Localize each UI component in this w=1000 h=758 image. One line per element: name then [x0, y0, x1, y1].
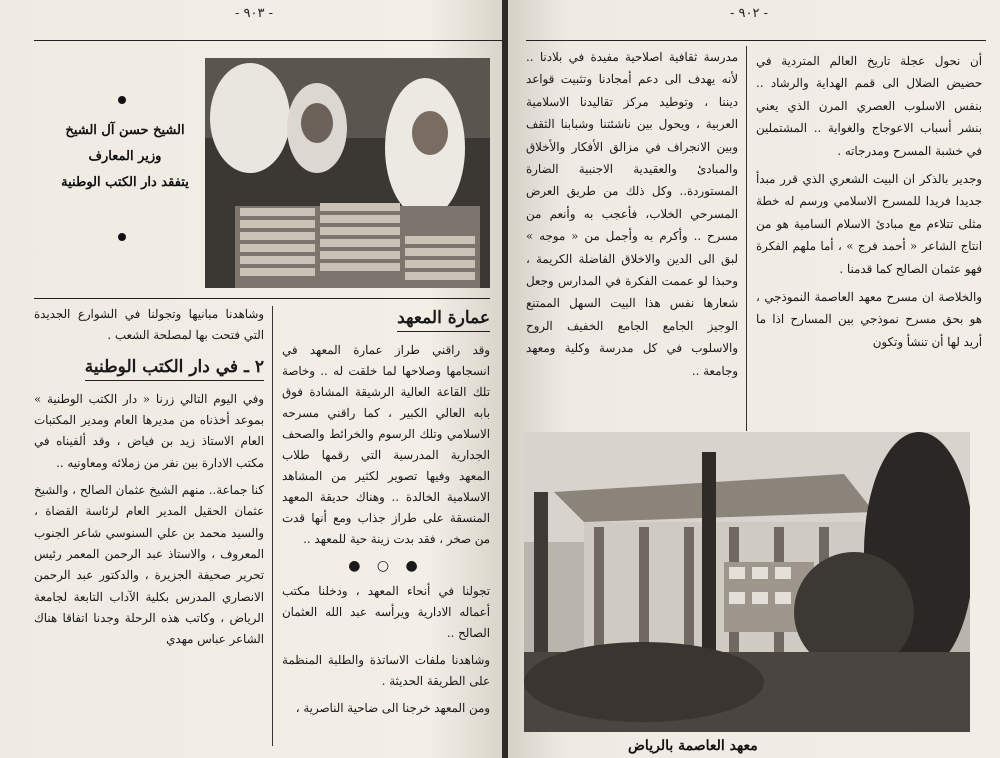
- paragraph: أن نحول عجلة تاريخ العالم المتردية في حضيض الضلال الى قمم الهداية والرشاد .. بنفس الاسلوب العصري المرن الذي يعني بنشر أسباب الاعوجاج والغواية .. المشتملين في خشبة المسرح ومدرجاته .: [756, 54, 982, 158]
- caption-line-1: الشيخ حسن آل الشيخ: [65, 123, 185, 138]
- paragraph: كنا جماعة.. منهم الشيخ عثمان الصالح ، والشيخ عثمان الحقيل المدير العام لرئاسة القضاة ، والسيد محمد بن علي السنوسي شاعر الجنوب المعروف ، والاستاذ عبد الرحمن المعمر رئيس تحرير صحيفة الجزيرة ، والدكتور عبد الرحمن الانصاري المدرس بكلية الآداب التابعة لجامعة الرياض ، وكاتب هذه الرحلة وجدنا اتفاقا هناك الشاعر عباس مهدي: [34, 483, 264, 647]
- bullet-top: [118, 96, 126, 104]
- paragraph: وجدير بالذكر ان البيت الشعري الذي قرر مبدأ جديدا فريدا للمسرح الاسلامي ورسم له خطة مثلى تتلاءم مع مبادئ الاسلام السامية هو من انتاج الشاعر « أحمد فرج » ، أما ملهم الفكرة فهو عثمان الصالح كما قدمنا .: [756, 172, 982, 276]
- photo-minister-books-image: [205, 58, 490, 288]
- paragraph: ومن المعهد خرجنا الى ضاحية الناصرية ،: [295, 701, 490, 715]
- column-islamic-theatre: [756, 50, 982, 359]
- paragraph: تجولنا في أنحاء المعهد ، ودخلنا مكتب أعماله الادارية ويرأسه عبد الله العثمان الصالح ..: [282, 584, 490, 640]
- separator-dots: ● ○ ●: [348, 558, 424, 574]
- photo-institute-building-image: [524, 432, 970, 732]
- caption-line-3: يتفقد دار الكتب الوطنية: [61, 175, 189, 190]
- header-rule: [34, 40, 502, 41]
- photo-minister-books: [205, 58, 490, 288]
- column-divider: [746, 46, 747, 431]
- header-rule: [526, 40, 986, 41]
- heading-institute-building: عمارة المعهد: [397, 308, 490, 332]
- page-902: [508, 0, 1000, 758]
- paragraph: وشاهدنا ملفات الاساتذة والطلبة المنظمة على الطريقة الحديثة .: [282, 653, 490, 688]
- paragraph: وقد راقني طراز عمارة المعهد في انسجامها وصلاحها لما خلقت له .. وخاصة تلك القاعة العالية الرشيقة المشادة فوق بابه العالي الكبير ، كما راقني مسرحه الاسلامي وتلك الرسوم والخرائط والصحف الجدارية المدرسية التي رقمها طلاب المعهد وفيها تصوير لكثير من المشاهد الاسلامية الخالدة .. وهناك حديقة المعهد المنسقة على طراز جذاب ومع أنها قدت من صخر ، فقد بدت زينة حية للمعهد ..: [282, 343, 490, 546]
- column-theatre-school: [526, 46, 738, 388]
- column-institute-building: [282, 304, 490, 725]
- heading-national-library: ٢ ـ في دار الكتب الوطنية: [85, 357, 264, 381]
- paragraph: مدرسة ثقافية اصلاحية مفيدة في بلادنا .. لأنه يهدف الى دعم أمجادنا وتثبيت قواعد ديننا ، وتوطيد مركز تقاليدنا الاسلامية العربية ، ويحول بين ناشئتنا وشبابنا الثقف وبين الانجراف في مزالق الأفكار والأخلاق والمبادئ والعقيدية الاجنبية الضارة المستوردة.. وكل ذلك من طريق العرض المسرحي الخلاب، فأعجب به وأنعم من مسرح .. وأكرم به وأجمل من « موجه » لبق الى الدين والاخلاق الفاضلة الكريمة ، وحبذا لو عممت الفكرة في المدارس وجعل شعارها نفس هذا البيت السهل الممتنع الوجيز الجامع الجامع الخفيف الروح والاسلوب في كل مدرسة وكلية ومعهد وجامعة ..: [526, 50, 738, 378]
- paragraph: وشاهدنا مبانيها وتجولنا في الشوارع الجديدة التي فتحت بها لمصلحة الشعب .: [34, 307, 264, 343]
- photo-caption-bottom: معهد العاصمة بالرياض: [628, 738, 758, 754]
- page-number: - ٩٠٢ -: [730, 6, 769, 21]
- paragraph: وفي اليوم التالي زرنا « دار الكتب الوطنية » بموعد أخذناه من مديرها العام ومدير المكتبات العام الاستاذ زيد بن فياض ، وقد ألفيناه في مكتب الادارة بين نفر من زملائه ومعاونيه ..: [34, 391, 264, 470]
- caption-line-2: وزير المعارف: [88, 149, 162, 164]
- column-divider: [272, 306, 273, 746]
- mid-rule: [34, 298, 490, 299]
- page-number: - ٩٠٣ -: [235, 6, 274, 21]
- bullet-bottom: [118, 233, 126, 241]
- photo-caption: [50, 118, 200, 196]
- photo-institute-building: [524, 432, 970, 732]
- column-national-library: [34, 304, 264, 656]
- paragraph: والخلاصة ان مسرح معهد العاصمة النموذجي ، هو بحق مسرح نموذجي بين المسارح اذا ما أريد لها أن تنشأ وتكون: [756, 290, 982, 349]
